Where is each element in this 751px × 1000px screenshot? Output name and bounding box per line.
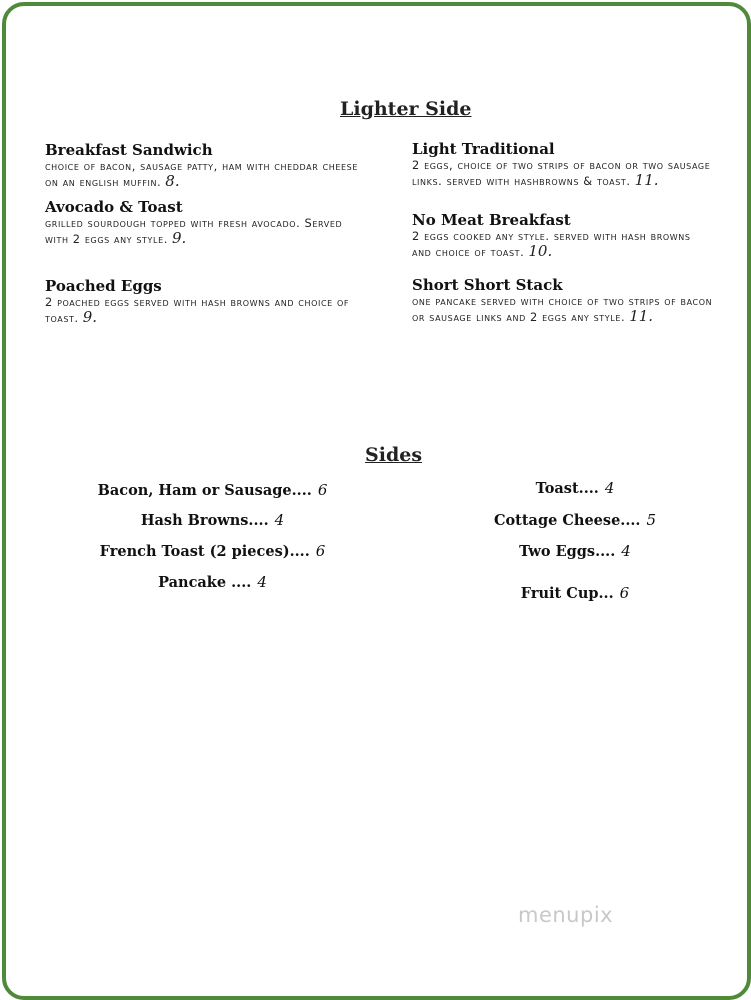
item-description: grilled sourdough topped with fresh avocado. Served with 2 eggs any style. 9. <box>45 216 343 247</box>
side-item-fruit-cup <box>430 583 720 602</box>
menu-item-poached-eggs <box>45 278 365 325</box>
item-description: 2 eggs cooked any style. served with hash browns and choice of toast. 10. <box>412 229 691 260</box>
menu-item-avocado-toast <box>45 199 345 246</box>
side-item-french-toast <box>60 541 365 560</box>
menu-item-short-short-stack <box>412 277 717 324</box>
item-name: No Meat Breakfast <box>412 211 571 229</box>
side-price: 6 <box>315 542 326 560</box>
item-name: Poached Eggs <box>45 277 162 295</box>
item-name: Short Short Stack <box>412 276 563 294</box>
item-price: 9. <box>82 307 98 326</box>
item-description: choice of bacon, sausage patty, ham with cheddar cheese on an english muffin. 8. <box>45 159 359 190</box>
lighter-side-title: Lighter Side <box>340 98 472 120</box>
menu-item-light-traditional <box>412 141 730 188</box>
side-item-cottage-cheese <box>430 510 720 529</box>
side-item-hash-browns <box>60 510 365 529</box>
side-name: Two Eggs.... <box>519 543 616 560</box>
side-name: Toast.... <box>535 480 599 497</box>
item-name: Avocado & Toast <box>45 198 183 216</box>
side-price: 4 <box>274 511 285 529</box>
item-description: one pancake served with choice of two strips of bacon or sausage links and 2 eggs any style. 11. <box>412 294 713 325</box>
side-name: Pancake .... <box>158 574 252 591</box>
item-name: Breakfast Sandwich <box>45 141 213 159</box>
side-price: 6 <box>317 481 328 499</box>
side-name: Cottage Cheese.... <box>493 512 641 529</box>
side-price: 4 <box>604 479 615 497</box>
menu-item-breakfast-sandwich <box>45 142 365 189</box>
side-item-pancake <box>60 572 365 591</box>
side-name: Hash Browns.... <box>140 512 269 529</box>
item-name: Light Traditional <box>412 140 555 158</box>
side-item-two-eggs <box>430 541 720 560</box>
item-price: 9. <box>171 228 187 247</box>
side-name: Fruit Cup... <box>520 585 614 602</box>
item-price: 10. <box>528 241 553 260</box>
menupix-watermark: menupix <box>518 903 614 927</box>
side-price: 6 <box>619 584 630 602</box>
item-price: 8. <box>165 171 180 190</box>
menu-item-no-meat-breakfast <box>412 212 712 259</box>
side-price: 4 <box>621 542 631 560</box>
side-price: 5 <box>646 511 657 529</box>
item-price: 11. <box>634 170 659 189</box>
side-price: 4 <box>257 573 267 591</box>
side-name: French Toast (2 pieces).... <box>99 543 310 560</box>
side-name: Bacon, Ham or Sausage.... <box>97 482 312 499</box>
side-item-toast <box>430 478 720 497</box>
sides-title: Sides <box>365 444 423 466</box>
side-item-bacon-ham-sausage <box>60 480 365 499</box>
item-description: 2 poached eggs served with hash browns and choice of toast. 9. <box>45 295 350 326</box>
item-price: 11. <box>629 306 654 325</box>
item-description: 2 eggs, choice of two strips of bacon or two sausage links. served with hashbrowns & toast. 11. <box>412 158 711 189</box>
